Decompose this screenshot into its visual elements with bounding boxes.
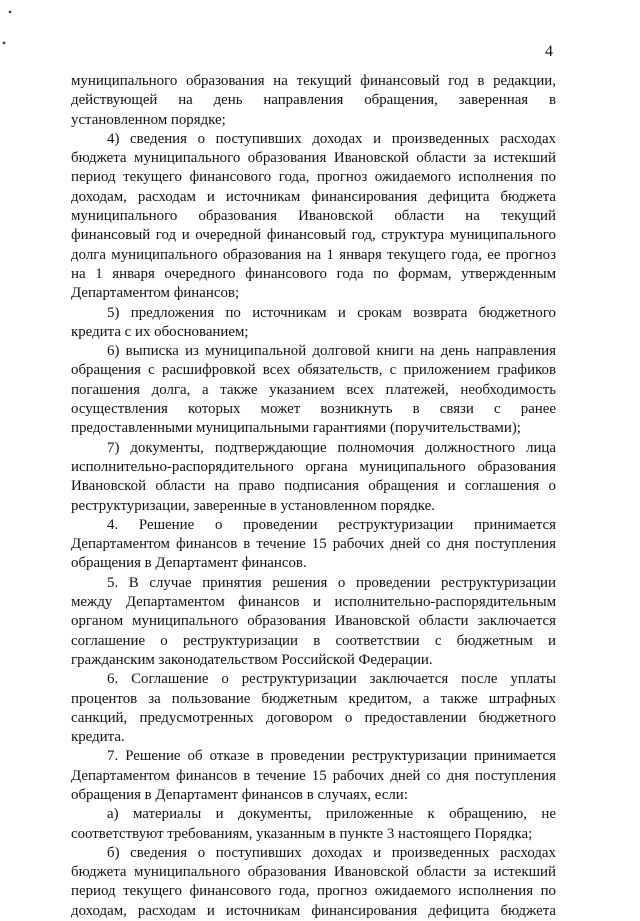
text-line: исполнительно-распорядительного органа муниципального образования [71, 458, 556, 475]
text-line: обращения с расшифровкой всех обязательств, с приложением графиков [71, 362, 556, 379]
text-line: период текущего финансового года, прогноз ожидаемого исполнения по [71, 169, 556, 186]
text-line: обращения в Департамент финансов в случаях, если: [71, 786, 408, 803]
document-body [71, 72, 556, 921]
text-line: санкций, предусмотренных договором о предоставлении бюджетного [71, 709, 556, 726]
text-line: органом муниципального образования Ивановской области заключается [71, 613, 556, 630]
text-line: доходам, расходам и источникам финансирования дефицита бюджета [71, 188, 556, 205]
text-line: 6) выписка из муниципальной долговой книги на день направления [107, 343, 556, 360]
scan-mark-side: • [2, 36, 7, 50]
text-line: процентов за пользование бюджетным кредитом, а также штрафных [71, 690, 556, 707]
text-line: соответствуют требованиям, указанным в пункте 3 настоящего Порядка; [71, 825, 533, 842]
text-line: кредита. [71, 729, 125, 746]
text-line: действующей на день направления обращения, заверенная в [71, 92, 556, 109]
text-line: 6. Соглашение о реструктуризации заключается после уплаты [107, 671, 556, 688]
text-line: 7) документы, подтверждающие полномочия должностного лица [107, 439, 556, 456]
text-line: погашения долга, а также указанием всех платежей, необходимость [71, 381, 556, 398]
text-line: а) материалы и документы, приложенные к обращению, не [107, 806, 556, 823]
text-line: бюджета муниципального образования Ивановской области за истекший [71, 150, 556, 167]
text-line: установленном порядке; [71, 111, 226, 128]
text-line: кредита с их обоснованием; [71, 323, 249, 340]
text-line: 5. В случае принятия решения о проведении реструктуризации [107, 574, 556, 591]
text-line: долга муниципального образования на 1 января текущего года, ее прогноз [71, 246, 556, 263]
text-line: соглашение о реструктуризации в соответствии с бюджетным и [71, 632, 556, 649]
text-line: муниципального образования Ивановской области на текущий [71, 208, 556, 225]
text-line: реструктуризации, заверенные в установленном порядке. [71, 497, 435, 514]
text-line: доходам, расходам и источникам финансирования дефицита бюджета [71, 902, 556, 919]
text-line: между Департаментом финансов и исполнительно-распорядительным [71, 594, 556, 611]
text-line: Департаментом финансов в течение 15 рабочих дней со дня поступления [71, 767, 556, 784]
text-line: б) сведения о поступивших доходах и произведенных расходах [107, 844, 556, 861]
text-line: обращения в Департамент финансов. [71, 555, 307, 572]
text-line: 5) предложения по источникам и срокам возврата бюджетного [107, 304, 556, 321]
page-number: 4 [545, 43, 553, 60]
text-line: бюджета муниципального образования Ивановской области за истекший [71, 864, 556, 881]
text-line: гражданским законодательством Российской Федерации. [71, 651, 433, 668]
text-line: предоставленными муниципальными гарантиями (поручительствами); [71, 420, 521, 437]
text-line: 7. Решение об отказе в проведении реструктуризации принимается [107, 748, 556, 765]
scan-mark-top: • [8, 5, 13, 19]
text-line: финансовый год и очередной финансовый год, структура муниципального [71, 227, 556, 244]
text-line: Департаментом финансов в течение 15 рабочих дней со дня поступления [71, 536, 556, 553]
text-line: на 1 января очередного финансового года по формам, утвержденным [71, 265, 556, 282]
text-line: период текущего финансового года, прогноз ожидаемого исполнения по [71, 883, 556, 900]
text-line: 4) сведения о поступивших доходах и произведенных расходах [107, 130, 556, 147]
text-line: муниципального образования на текущий финансовый год в редакции, [71, 73, 556, 89]
text-line: 4. Решение о проведении реструктуризации принимается [107, 516, 556, 533]
text-line: Департаментом финансов; [71, 285, 240, 302]
text-line: Ивановской области на право подписания обращения и соглашения о [71, 478, 556, 495]
text-line: осуществления которых может возникнуть в связи с ранее [71, 401, 556, 418]
